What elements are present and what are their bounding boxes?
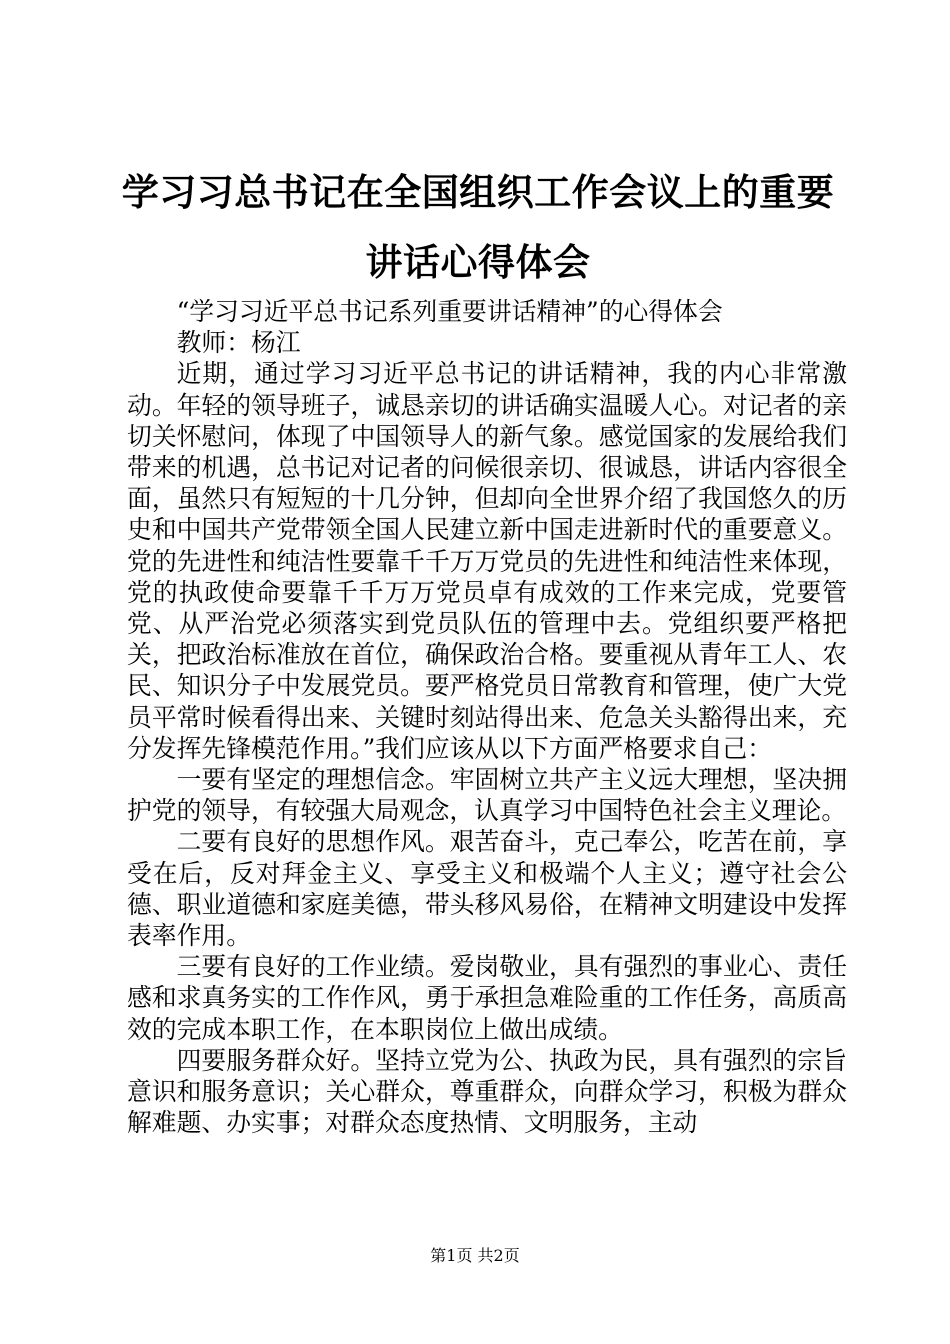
document-title: 学习习总书记在全国组织工作会议上的重要讲话心得体会 xyxy=(121,171,835,284)
author-line: 教师：杨江 xyxy=(176,328,301,358)
page-number-footer: 第1页 共2页 xyxy=(430,1246,520,1265)
paragraph-intro: 近期，通过学习习近平总书记的讲话精神，我的内心非常激动。年轻的领导班子，诚恳亲切的讲话确实温暖人心。对记者的亲切关怀慰问，体现了中国领导人的新气象。感觉国家的发展给我们带来的机遇，总书记对记者的问候很亲切、很诚恳，讲话内容很全面，虽然只有短短的十几分钟，但却向全世界介绍了我国悠久的历史和中国共产党带领全国人民建立新中国走进新时代的重要意义。党的先进性和纯洁性要靠千千万万党员的先进性和纯洁性来体现，党的执政使命要靠千千万万党员卓有成效的工作来完成，党要管党、从严治党必须落实到党员队伍的管理中去。党组织要严格把关，把政治标准放在首位，确保政治合格。要重视从青年工人、农民、知识分子中发展党员。要严格党员日常教育和管理，使广大党员平常时候看得出来、关键时刻站得出来、危急关头豁得出来，充分发挥先锋模范作用。”我们应该从以下方面严格要求自己： xyxy=(127,359,847,763)
paragraph-point-3: 三要有良好的工作业绩。爱岗敬业，具有强烈的事业心、责任感和求真务实的工作作风，勇于承担急难险重的工作任务，高质高效的完成本职工作，在本职岗位上做出成绩。 xyxy=(127,952,847,1044)
subtitle-line: “学习习近平总书记系列重要讲话精神”的心得体会 xyxy=(176,297,723,326)
paragraph-point-2: 二要有良好的思想作风。艰苦奋斗，克己奉公，吃苦在前，享受在后，反对拜金主义、享受主义和极端个人主义；遵守社会公德、职业道德和家庭美德，带头移风易俗，在精神文明建设中发挥表率作用。 xyxy=(127,827,847,951)
document-body xyxy=(127,296,847,1138)
paragraph-point-4: 四要服务群众好。坚持立党为公、执政为民，具有强烈的宗旨意识和服务意识；关心群众，尊重群众，向群众学习，积极为群众解难题、办实事；对群众态度热情、文明服务，主动 xyxy=(127,1045,847,1138)
paragraph-point-1: 一要有坚定的理想信念。牢固树立共产主义远大理想，坚决拥护党的领导，有较强大局观念，认真学习中国特色社会主义理论。 xyxy=(127,765,847,826)
